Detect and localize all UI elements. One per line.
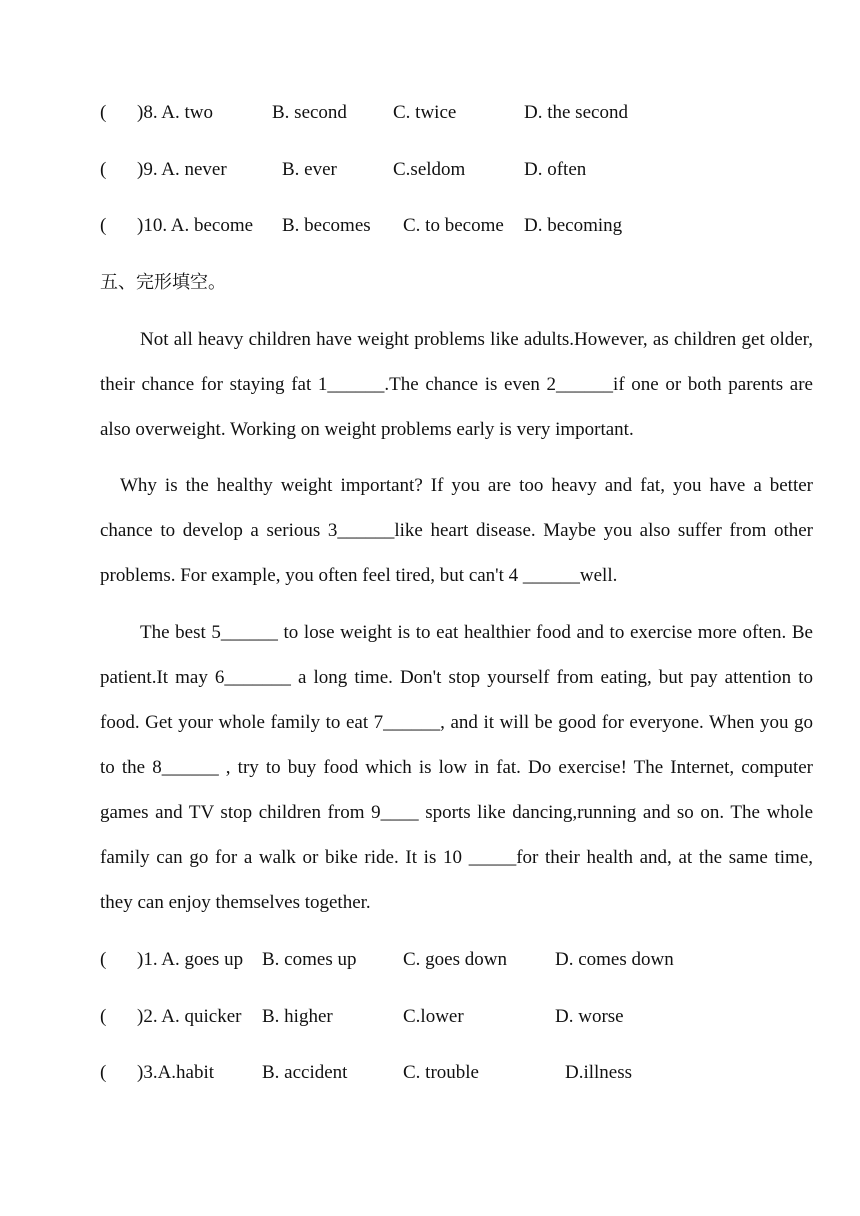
question-option-b: B. second xyxy=(272,102,347,123)
question-option-c: C. goes down xyxy=(403,949,507,970)
question-option-b: B. ever xyxy=(282,159,337,180)
question-option-a: )1. A. goes up xyxy=(137,949,244,970)
question-option-d: D. worse xyxy=(555,1006,624,1027)
answer-paren: ( xyxy=(100,1062,107,1083)
question-option-b: B. accident xyxy=(262,1062,348,1083)
passage-paragraph-2: Why is the healthy weight important? If you are too heavy and fat, you have a better chance to develop a serious 3______like heart disease. Maybe you also suffer from other problems. For example, you often feel tired, but can't 4 ______well. xyxy=(100,475,813,586)
section-heading: 五、完形填空。 xyxy=(100,272,226,293)
question-option-a: )8. A. two xyxy=(137,102,213,123)
answer-paren: ( xyxy=(100,159,107,180)
answer-paren: ( xyxy=(100,949,107,970)
question-option-d: D. becoming xyxy=(524,215,623,236)
answer-paren: ( xyxy=(100,102,107,123)
question-option-d: D.illness xyxy=(565,1062,633,1083)
question-option-b: B. comes up xyxy=(262,949,357,970)
question-option-a: )10. A. become xyxy=(137,215,254,236)
question-option-d: D. the second xyxy=(524,102,628,123)
question-option-a: )9. A. never xyxy=(137,159,227,180)
passage-paragraph-1: Not all heavy children have weight problems like adults.However, as children get older, their chance for staying fat 1______.The chance is even 2______if one or both parents are also overweight. Working on weight problems early is very important. xyxy=(100,329,813,440)
answer-paren: ( xyxy=(100,1006,107,1027)
question-option-a: )3.A.habit xyxy=(137,1062,215,1083)
question-option-b: B. becomes xyxy=(282,215,371,236)
question-option-c: C. twice xyxy=(393,102,457,123)
question-option-a: )2. A. quicker xyxy=(137,1006,242,1027)
question-option-d: D. comes down xyxy=(555,949,674,970)
question-option-b: B. higher xyxy=(262,1006,333,1027)
passage-paragraph-3: The best 5______ to lose weight is to eat healthier food and to exercise more often. Be patient.It may 6_______ a long time. Don't stop yourself from eating, but pay attention to food. Get your whole family to eat 7______, and it will be good for everyone. When you go to the 8______ , try to buy food which is low in fat. Do exercise! The Internet, computer games and TV stop children from 9____ sports like dancing,running and so on. The whole family can go for a walk or bike ride. It is 10 _____for their health and, at the same time, they can enjoy themselves together. xyxy=(100,622,813,913)
question-option-d: D. often xyxy=(524,159,587,180)
question-option-c: C.seldom xyxy=(393,159,466,180)
question-option-c: C.lower xyxy=(403,1006,464,1027)
question-option-c: C. to become xyxy=(403,215,504,236)
question-option-c: C. trouble xyxy=(403,1062,479,1083)
answer-paren: ( xyxy=(100,215,107,236)
